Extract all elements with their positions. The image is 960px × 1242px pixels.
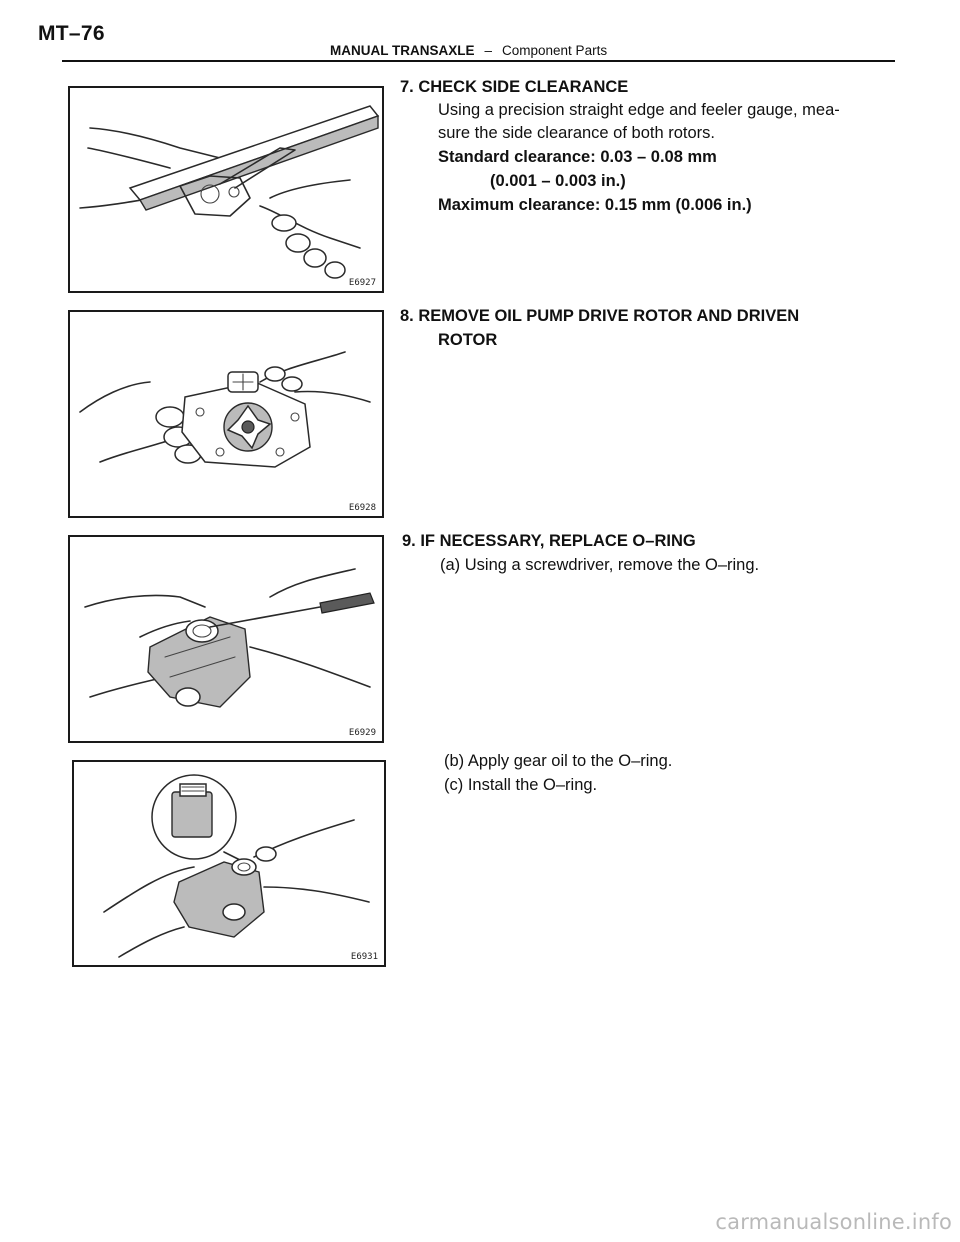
- side-clearance-illustration: [70, 88, 382, 291]
- figure-remove-rotors: [68, 310, 384, 518]
- step-8-heading-line2: ROTOR: [438, 331, 498, 349]
- figure-side-clearance: [68, 86, 384, 293]
- section-title: MANUAL TRANSAXLE: [330, 43, 475, 58]
- figure-code: E6928: [348, 503, 376, 513]
- figure-install-oring: [72, 760, 386, 967]
- install-oring-illustration: [74, 762, 384, 965]
- step-7-text-line2: sure the side clearance of both rotors.: [438, 124, 715, 142]
- remove-oring-illustration: [70, 537, 382, 741]
- figure-code: E6929: [348, 728, 376, 738]
- step-7-text-line1: Using a precision straight edge and feeler gauge, mea-: [438, 101, 840, 119]
- header-rule: [62, 60, 895, 62]
- figure-code: E6927: [348, 278, 376, 288]
- figure-code: E6931: [350, 952, 378, 962]
- remove-rotors-illustration: [70, 312, 382, 516]
- step-9a-text: (a) Using a screwdriver, remove the O–ring.: [440, 556, 760, 574]
- subsection-title: Component Parts: [502, 43, 608, 58]
- maximum-clearance: Maximum clearance: 0.15 mm (0.006 in.): [438, 196, 752, 214]
- footer-watermark: carmanualsonline.info: [715, 1210, 952, 1234]
- step-7-heading: 7. CHECK SIDE CLEARANCE: [400, 78, 629, 96]
- standard-clearance: Standard clearance: 0.03 – 0.08 mm: [438, 148, 717, 166]
- figure-remove-oring: [68, 535, 384, 743]
- header-separator: –: [484, 43, 493, 58]
- step-9-heading: 9. IF NECESSARY, REPLACE O–RING: [402, 532, 696, 550]
- step-9c-text: (c) Install the O–ring.: [444, 776, 598, 794]
- step-9b-text: (b) Apply gear oil to the O–ring.: [444, 752, 673, 770]
- step-8-heading-line1: 8. REMOVE OIL PUMP DRIVE ROTOR AND DRIVEN: [400, 307, 800, 325]
- standard-clearance-inch: (0.001 – 0.003 in.): [490, 172, 626, 190]
- page-number: MT–76: [38, 22, 105, 45]
- section-header: [330, 43, 607, 58]
